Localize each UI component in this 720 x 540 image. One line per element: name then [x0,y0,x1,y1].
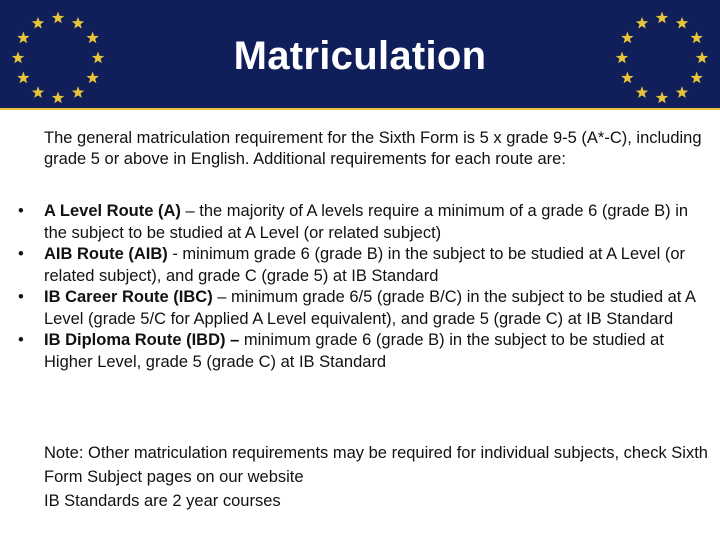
route-list [0,201,720,373]
star-icon [636,17,648,29]
route-name: A Level Route (A) [44,202,181,220]
star-icon [72,17,84,29]
star-icon [636,86,648,98]
star-icon [32,86,44,98]
star-icon [32,17,44,29]
bullet: • [18,288,24,306]
route-description: - minimum grade 6 (grade B) in the subject to be studied at A Level (or related subject), and grade C (grade 5) at IB Standard [44,245,686,285]
intro-paragraph: The general matriculation requirement for the Sixth Form is 5 x grade 9-5 (A*-C), including grade 5 or above in English. Additional requirements for each route are: [44,129,702,168]
route-name: AIB Route (AIB) [44,245,168,263]
star-icon [676,86,688,98]
route-item-a-level [0,201,708,244]
note-text: : Other matriculation requirements may be required for individual subjects, check Sixth Form Subject pages on our website [44,444,708,486]
star-icon [72,86,84,98]
star-icon [656,92,668,104]
route-item-ibd [0,330,708,373]
route-name: IB Diploma Route (IBD) – [44,331,240,349]
route-name: IB Career Route (IBC) [44,288,213,306]
route-description: – minimum grade 6/5 (grade B/C) in the subject to be studied at A Level (grade 5/C for Applied A Level equivalent), and grade 5 (grade C) at IB Standard [44,288,696,328]
star-icon [656,12,668,24]
note-paragraph [44,441,714,489]
bullet: • [18,331,24,349]
route-item-ibc [0,287,708,330]
bullet: • [18,245,24,263]
route-item-aib [0,244,708,287]
route-description: minimum grade 6 (grade B) in the subject to be studied at Higher Level, grade 5 (grade C) at IB Standard [44,331,664,371]
note-footer: IB Standards are 2 year courses [44,492,281,510]
note-label: Note [44,444,79,462]
star-icon [52,12,64,24]
note-section [44,441,714,513]
route-description: – the majority of A levels require a minimum of a grade 6 (grade B) in the subject to be studied at A Level (or related subject) [44,202,689,242]
header-divider [0,108,720,110]
bullet: • [18,202,24,220]
page-title: Matriculation [233,34,487,78]
star-icon [676,17,688,29]
star-icon [52,92,64,104]
